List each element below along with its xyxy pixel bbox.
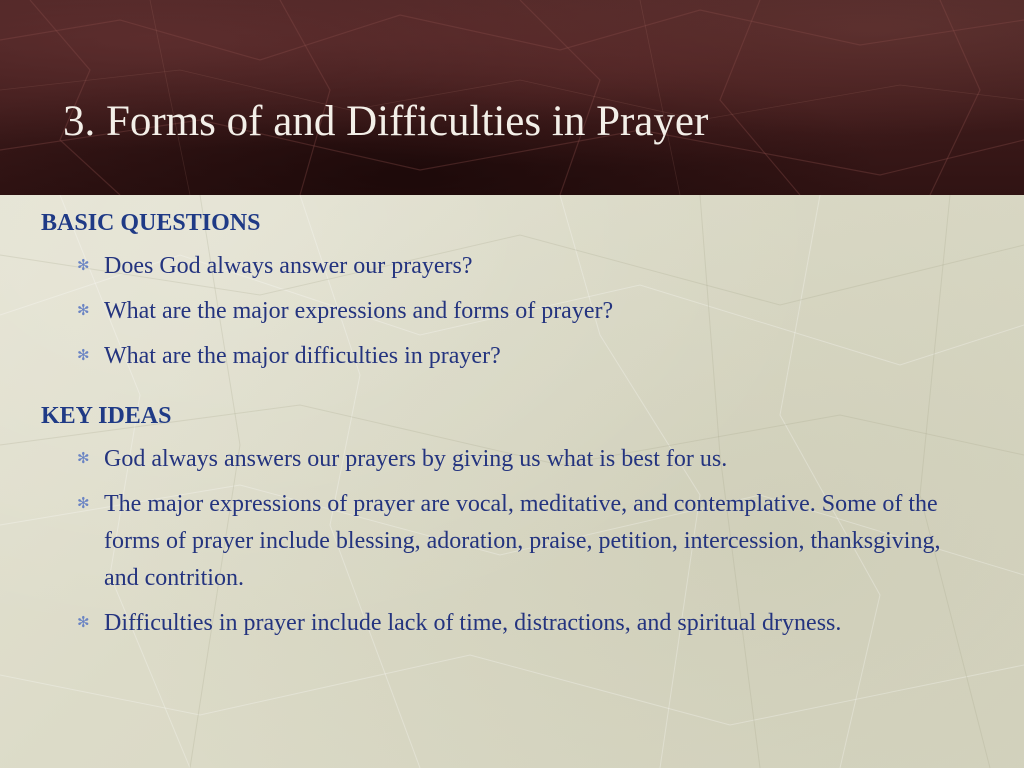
section-heading-basic-questions: BASIC QUESTIONS <box>41 210 261 236</box>
asterisk-bullet-icon: ✻ <box>77 451 90 467</box>
slide-content <box>41 204 981 650</box>
section-spacer <box>41 383 981 397</box>
asterisk-bullet-icon: ✻ <box>77 615 90 631</box>
bullet-text: The major expressions of prayer are vocal, meditative, and contemplative. Some of the forms of prayer include blessing, adoration, praise, petition, intercession, thanksgiving, and contrition. <box>104 491 941 591</box>
key-ideas-list <box>41 441 981 642</box>
list-item <box>41 248 981 285</box>
asterisk-bullet-icon: ✻ <box>77 496 90 512</box>
bullet-text: Does God always answer our prayers? <box>104 253 473 279</box>
bullet-text: Difficulties in prayer include lack of time, distractions, and spiritual dryness. <box>104 610 842 636</box>
asterisk-bullet-icon: ✻ <box>77 303 90 319</box>
title-banner <box>0 0 1024 195</box>
list-item <box>41 486 981 597</box>
bullet-text: What are the major expressions and forms of prayer? <box>104 298 614 324</box>
list-item <box>41 441 981 478</box>
list-item <box>41 338 981 375</box>
bullet-text: God always answers our prayers by giving us what is best for us. <box>104 446 728 472</box>
basic-questions-list <box>41 248 981 375</box>
asterisk-bullet-icon: ✻ <box>77 258 90 274</box>
asterisk-bullet-icon: ✻ <box>77 348 90 364</box>
list-item <box>41 293 981 330</box>
list-item <box>41 605 981 642</box>
bullet-text: What are the major difficulties in prayer? <box>104 343 501 369</box>
section-heading-key-ideas: KEY IDEAS <box>41 403 172 429</box>
slide-title: 3. Forms of and Difficulties in Prayer <box>63 98 709 145</box>
